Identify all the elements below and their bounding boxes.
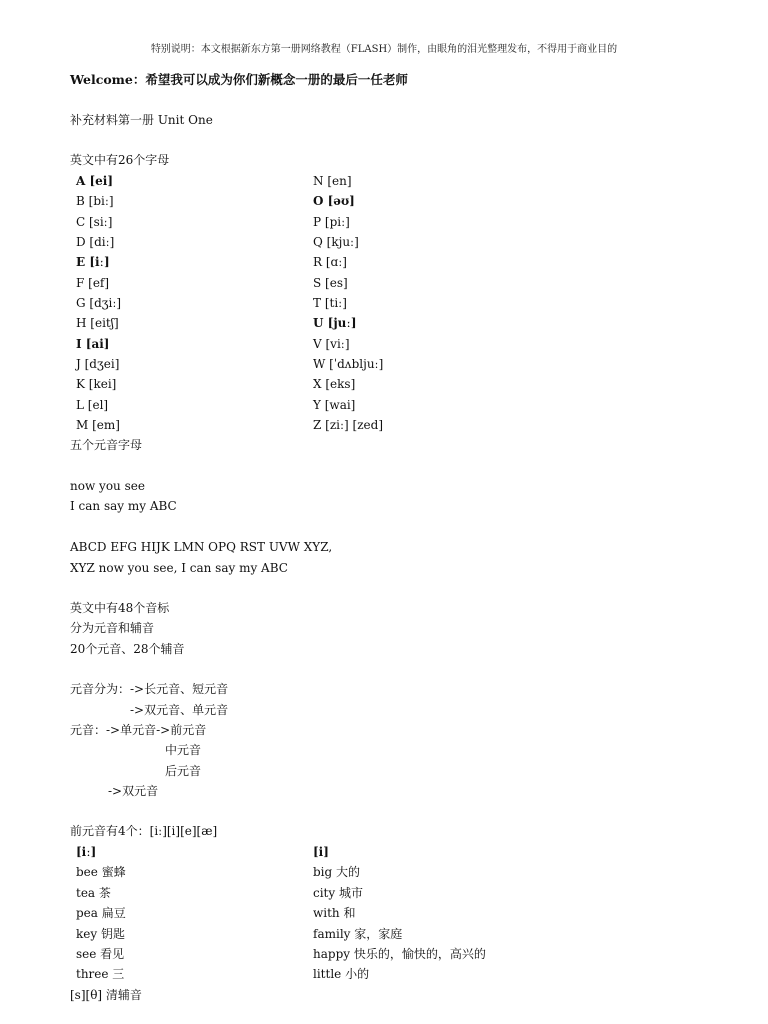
alphabet-letter-b: B [biː]: [76, 194, 114, 208]
alphabet-letter-w: W [ˈdʌbljuː]: [313, 357, 384, 371]
short-i-header: [i]: [313, 845, 329, 859]
alphabet-letter-t: T [tiː]: [313, 296, 347, 310]
alphabet-letter-y: Y [wai]: [313, 398, 356, 412]
alphabet-letter-h: H [eitʃ]: [76, 316, 119, 330]
alphabet-heading: 英文中有26个字母: [70, 153, 170, 167]
consonant-note: [s][θ] 清辅音: [70, 988, 142, 1002]
alphabet-letter-j: J [dʒei]: [76, 357, 120, 371]
alphabet-letter-q: Q [kjuː]: [313, 235, 359, 249]
vocab-word: see 看见: [76, 947, 125, 961]
alphabet-letter-m: M [em]: [76, 418, 120, 432]
alphabet-letter-a: A [ei]: [76, 174, 114, 188]
vocab-word: little 小的: [313, 967, 370, 981]
vowel-types-line: ->双元音、单元音: [130, 703, 229, 717]
phonetics-line: 分为元音和辅音: [70, 621, 155, 635]
alphabet-letter-z: Z [ziː] [zed]: [313, 418, 384, 432]
vowel-types-line: 后元音: [165, 764, 202, 778]
alphabet-letter-d: D [diː]: [76, 235, 115, 249]
vowel-types-line: 元音分为：->长元音、短元音: [70, 682, 229, 696]
long-i-header: [iː]: [76, 845, 97, 859]
page-title: Welcome：希望我可以成为你们新概念一册的最后一任老师: [70, 72, 408, 87]
vocab-word: family 家，家庭: [313, 927, 403, 941]
alphabet-letter-n: N [en]: [313, 174, 352, 188]
alphabet-letter-f: F [ef]: [76, 276, 110, 290]
alphabet-letter-e: E [iː]: [76, 255, 110, 269]
vowel-types-line: ->双元音: [108, 784, 159, 798]
vocab-word: key 钥匙: [76, 927, 125, 941]
vowel-types-line: 中元音: [165, 743, 202, 757]
vocab-word: big 大的: [313, 865, 361, 879]
phonetics-line: 英文中有48个音标: [70, 601, 170, 615]
alphabet-letter-k: K [kei]: [76, 377, 117, 391]
song-line: XYZ now you see, I can say my ABC: [70, 561, 288, 575]
song-line: ABCD EFG HIJK LMN OPQ RST UVW XYZ,: [70, 540, 333, 554]
alphabet-letter-r: R [ɑː]: [313, 255, 347, 269]
alphabet-letter-o: O [əʊ]: [313, 194, 355, 208]
alphabet-letter-u: U [juː]: [313, 316, 357, 330]
alphabet-letter-i: I [ai]: [76, 337, 110, 351]
alphabet-letter-c: C [siː]: [76, 215, 113, 229]
alphabet-letter-g: G [dʒiː]: [76, 296, 122, 310]
vocab-word: pea 扁豆: [76, 906, 126, 920]
subtitle: 补充材料第一册 Unit One: [70, 113, 213, 127]
page-header-note: 特别说明：本文根据新东方第一册网络教程（FLASH）制作，由眼角的泪光整理发布，不得用于商业目的: [150, 44, 618, 55]
vocab-word: three 三: [76, 967, 125, 981]
vocab-word: bee 蜜蜂: [76, 865, 126, 879]
vowel-letters-heading: 五个元音字母: [70, 438, 143, 452]
song-line: now you see: [70, 479, 145, 493]
phonetics-line: 20个元音、28个辅音: [70, 642, 185, 656]
vocab-word: happy 快乐的，愉快的，高兴的: [313, 947, 486, 961]
alphabet-letter-p: P [piː]: [313, 215, 350, 229]
vocab-word: with 和: [313, 906, 356, 920]
vocab-word: tea 茶: [76, 886, 111, 900]
alphabet-letter-l: L [el]: [76, 398, 109, 412]
front-vowels-heading: 前元音有4个：[iː][i][e][æ]: [70, 824, 218, 838]
alphabet-letter-x: X [eks]: [313, 377, 356, 391]
vocab-word: city 城市: [313, 886, 363, 900]
vowel-types-line: 元音：->单元音->前元音: [70, 723, 207, 737]
alphabet-letter-s: S [es]: [313, 276, 348, 290]
song-line: I can say my ABC: [70, 499, 177, 513]
alphabet-letter-v: V [viː]: [313, 337, 350, 351]
